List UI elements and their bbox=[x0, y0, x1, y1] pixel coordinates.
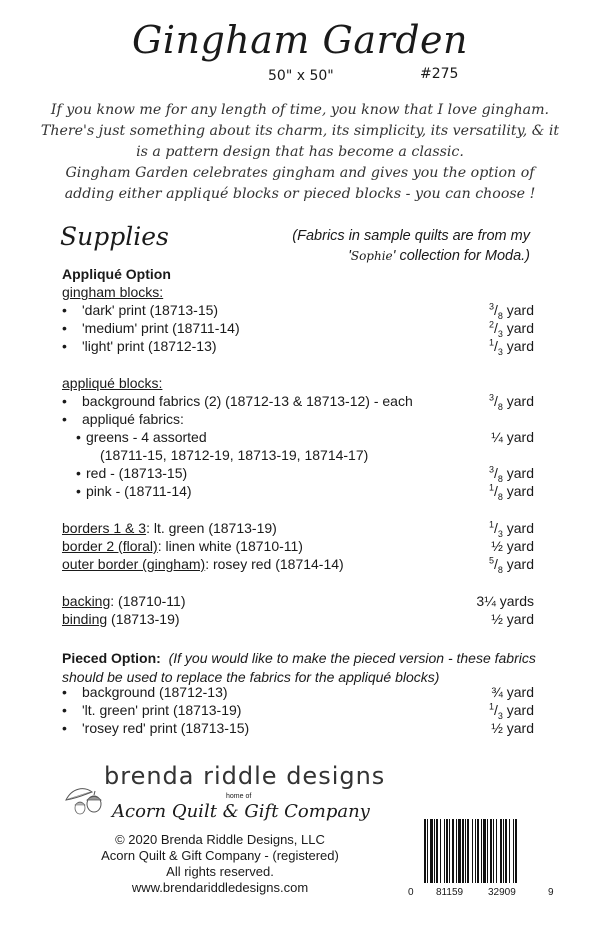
bullet-icon: • bbox=[62, 393, 67, 409]
bullet-icon: • bbox=[76, 483, 81, 499]
fabric-note-before: (Fabrics in sample quilts are from my ' bbox=[292, 228, 530, 264]
supply-item bbox=[62, 337, 534, 356]
fabric-note-after: ' collection for Moda.) bbox=[392, 248, 530, 264]
supply-item-qty: $^3/_8$ yard bbox=[488, 301, 534, 321]
applique-option-label: Appliqué Option bbox=[62, 266, 171, 282]
applique-blocks-label: appliqué blocks: bbox=[62, 375, 163, 391]
supply-item-text: : lt. green (18713-19) bbox=[146, 520, 277, 536]
applique-option-line bbox=[62, 265, 534, 284]
supply-item-qty: ¾ yard bbox=[491, 684, 534, 700]
borders-1-3-label: borders 1 & 3 bbox=[62, 520, 147, 536]
greens-codes-line bbox=[62, 446, 534, 465]
supply-item bbox=[62, 537, 534, 556]
supply-item-qty: $^1/_3$ yard bbox=[488, 701, 534, 721]
bullet-icon: • bbox=[62, 338, 67, 354]
copyright-line: Acorn Quilt & Gift Company - (registered) bbox=[101, 848, 339, 863]
supply-item bbox=[62, 701, 534, 720]
supply-item-qty: $^3/_8$ yard bbox=[488, 392, 534, 412]
supply-item bbox=[62, 464, 534, 483]
barcode-digit-group: 9 bbox=[548, 887, 554, 898]
supply-item-text: greens - 4 assorted bbox=[86, 429, 207, 445]
supply-item bbox=[62, 410, 534, 429]
intro-paragraph-1: If you know me for any length of time, you know that I love gingham. There's just something about its charm, its simplicity, its versatility, & it is a pattern design that has become a classic. bbox=[40, 102, 560, 160]
supply-item-qty: $^5/_8$ yard bbox=[488, 555, 534, 575]
page-title: Gingham Garden bbox=[131, 18, 468, 62]
applique-fabrics-label: appliqué fabrics: bbox=[82, 411, 184, 427]
barcode-digit-group: 32909 bbox=[488, 887, 516, 898]
supply-item-text: 'medium' print (18711-14) bbox=[82, 320, 240, 336]
supply-item bbox=[62, 482, 534, 501]
supply-item-text: : (18710-11) bbox=[110, 593, 186, 609]
supply-item-text: red - (18713-15) bbox=[86, 465, 188, 481]
bullet-icon: • bbox=[76, 465, 81, 481]
supply-item-qty: $^1/_8$ yard bbox=[488, 482, 534, 502]
backing-label: backing bbox=[62, 593, 111, 609]
supply-item-qty: ¼ yard bbox=[491, 429, 534, 445]
supply-item bbox=[62, 610, 534, 629]
barcode-digit-group: 0 bbox=[408, 887, 414, 898]
supply-item-qty: $^2/_3$ yard bbox=[488, 319, 534, 339]
supply-item-text: : rosey red (18714-14) bbox=[205, 556, 344, 572]
bullet-icon: • bbox=[62, 320, 67, 336]
supply-item-qty: ½ yard bbox=[491, 720, 534, 736]
supply-item bbox=[62, 592, 534, 611]
quilt-size: 50" x 50" bbox=[268, 68, 334, 84]
supply-item-text: 'dark' print (18713-15) bbox=[82, 302, 219, 318]
supply-item-text: background fabrics (2) (18712-13 & 18713-12) - each bbox=[82, 393, 413, 409]
brand-home-of: home of bbox=[226, 793, 252, 800]
intro-text bbox=[40, 100, 560, 205]
bullet-icon: • bbox=[76, 429, 81, 445]
supply-item-text: : linen white (18710-11) bbox=[157, 538, 303, 554]
supply-item bbox=[62, 301, 534, 320]
supply-item-qty: $^1/_3$ yard bbox=[488, 337, 534, 357]
pattern-number: #275 bbox=[420, 66, 459, 82]
fabric-note bbox=[290, 226, 530, 266]
copyright-line: All rights reserved. bbox=[166, 864, 274, 879]
fabric-note-collection: Sophie bbox=[350, 249, 393, 263]
barcode-digit-group: 81159 bbox=[436, 887, 464, 898]
copyright-line: © 2020 Brenda Riddle Designs, LLC bbox=[115, 832, 325, 847]
supply-item bbox=[62, 319, 534, 338]
brand-company: Acorn Quilt & Gift Company bbox=[112, 801, 370, 822]
supply-item-text: background (18712-13) bbox=[82, 684, 228, 700]
supply-item-text: pink - (18711-14) bbox=[86, 483, 192, 499]
outer-border-label: outer border (gingham) bbox=[62, 556, 206, 572]
intro-paragraph-2: Gingham Garden celebrates gingham and gives you the option of adding either appliqué blocks or pieced blocks - you can choose ! bbox=[64, 165, 536, 202]
supply-item-text: (18713-19) bbox=[107, 611, 180, 627]
bullet-icon: • bbox=[62, 702, 67, 718]
bullet-icon: • bbox=[62, 684, 67, 700]
supply-item-text: 'light' print (18712-13) bbox=[82, 338, 217, 354]
brand-name: brenda riddle designs bbox=[104, 762, 386, 790]
supply-item bbox=[62, 519, 534, 538]
supply-item-qty: $^3/_8$ yard bbox=[488, 464, 534, 484]
website-link[interactable]: www.brendariddledesigns.com bbox=[131, 880, 309, 895]
supply-item-text: 'lt. green' print (18713-19) bbox=[82, 702, 242, 718]
supply-item-qty: 3¼ yards bbox=[476, 593, 534, 609]
copyright-block bbox=[70, 832, 370, 896]
barcode-digits bbox=[408, 887, 556, 901]
pieced-option-text: (If you would like to make the pieced version - these fabrics should be used to replace the fabrics for the appliqué blocks) bbox=[62, 650, 536, 685]
supply-item bbox=[62, 719, 534, 738]
gingham-blocks-line bbox=[62, 283, 534, 302]
greens-codes: (18711-15, 18712-19, 18713-19, 18714-17) bbox=[100, 447, 369, 463]
supply-item bbox=[62, 392, 534, 411]
supply-item bbox=[62, 555, 534, 574]
supplies-heading: Supplies bbox=[60, 222, 169, 251]
gingham-blocks-label: gingham blocks: bbox=[62, 284, 164, 300]
bullet-icon: • bbox=[62, 720, 67, 736]
barcode-icon bbox=[420, 817, 544, 895]
pieced-option-label: Pieced Option: bbox=[62, 650, 161, 666]
supply-item bbox=[62, 428, 534, 447]
bullet-icon: • bbox=[62, 411, 67, 427]
pieced-option-note bbox=[62, 649, 542, 687]
supply-item-text: 'rosey red' print (18713-15) bbox=[82, 720, 250, 736]
border-2-label: border 2 (floral) bbox=[62, 538, 158, 554]
supply-item-qty: ½ yard bbox=[491, 538, 534, 554]
supply-item-qty: ½ yard bbox=[491, 611, 534, 627]
binding-label: binding bbox=[62, 611, 108, 627]
supply-item bbox=[62, 683, 534, 702]
supply-item-qty: $^1/_3$ yard bbox=[488, 519, 534, 539]
bullet-icon: • bbox=[62, 302, 67, 318]
acorn-leaf-icon bbox=[62, 780, 110, 818]
applique-blocks-line bbox=[62, 374, 534, 393]
